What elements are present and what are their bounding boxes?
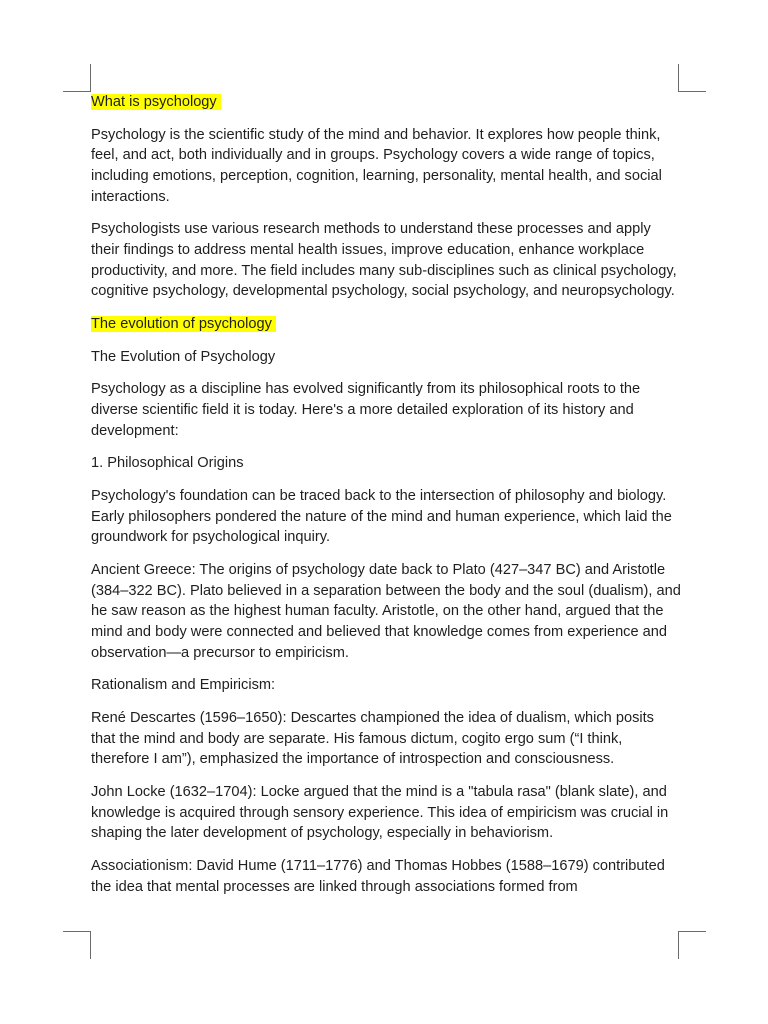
paragraph-ancient-greece: Ancient Greece: The origins of psychology date back to Plato (427–347 BC) and Aristotle (384–322 BC). Plato believed in a separation between the body and the soul (dualism), and he saw reason as the highest human faculty. Aristotle, on the other hand, argued that the mind and body were connected and believed that knowledge comes from experience and observation—a precursor to empiricism. xyxy=(91,562,681,661)
heading-evolution-of-psychology xyxy=(91,314,681,335)
paragraph-research-methods: Psychologists use various research methods to understand these processes and apply their findings to address mental health issues, improve education, enhance workplace productivity, and more. The field includes many sub-disciplines such as clinical psychology, cognitive psychology, developmental psychology, social psychology, and neuropsychology. xyxy=(91,221,677,300)
crop-mark-bottom-right-vertical xyxy=(678,931,679,959)
crop-mark-top-right-horizontal xyxy=(678,91,706,92)
paragraph-descartes: René Descartes (1596–1650): Descartes championed the idea of dualism, which posits that the mind and body are separate. His famous dictum, cogito ergo sum (“I think, therefore I am”), emphasized the importance of introspection and consciousness. xyxy=(91,710,654,768)
paragraph-evolution-title: The Evolution of Psychology xyxy=(91,348,276,365)
paragraph-definition: Psychology is the scientific study of the mind and behavior. It explores how people think, feel, and act, both individually and in groups. Psychology covers a wide range of topics, including emotions, perception, cognition, learning, personality, mental health, and social interactions. xyxy=(91,126,662,205)
crop-mark-top-left-horizontal xyxy=(63,91,91,92)
paragraph-locke: John Locke (1632–1704): Locke argued that the mind is a "tabula rasa" (blank slate), and knowledge is acquired through sensory experience. This idea of empiricism was crucial in shaping the later development of psychology, especially in behaviorism. xyxy=(91,784,669,842)
paragraph-evolution-intro: Psychology as a discipline has evolved significantly from its philosophical roots to the diverse scientific field it is today. Here's a more detailed exploration of its history and development: xyxy=(91,381,641,439)
paragraph-foundation: Psychology's foundation can be traced back to the intersection of philosophy and biology. Early philosophers pondered the nature of the mind and human experience, which laid the groundwork for psychological inquiry. xyxy=(91,488,672,546)
crop-mark-bottom-left-vertical xyxy=(90,931,91,959)
paragraph-associationism: Associationism: David Hume (1711–1776) and Thomas Hobbes (1588–1679) contributed the idea that mental processes are linked through associations formed from xyxy=(91,858,665,895)
paragraph-philosophical-origins-heading: 1. Philosophical Origins xyxy=(91,455,244,472)
highlighted-heading-text: The evolution of psychology xyxy=(91,316,276,332)
crop-mark-bottom-left-horizontal xyxy=(63,931,91,932)
highlighted-heading-text: What is psychology xyxy=(91,94,221,110)
crop-mark-top-left-vertical xyxy=(90,64,91,92)
crop-mark-top-right-vertical xyxy=(678,64,679,92)
document-body xyxy=(91,92,681,909)
crop-mark-bottom-right-horizontal xyxy=(678,931,706,932)
paragraph-rationalism-heading: Rationalism and Empiricism: xyxy=(91,677,276,694)
heading-what-is-psychology xyxy=(91,92,681,113)
